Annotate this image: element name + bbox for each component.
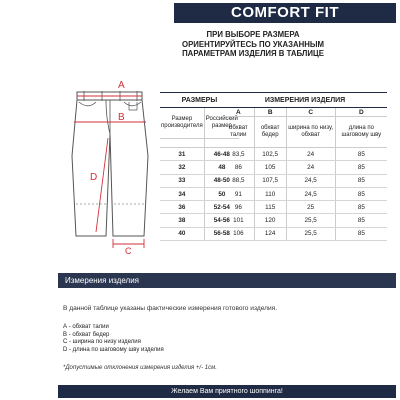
label-a: A [118, 80, 125, 91]
table-row: 106 124 25,5 85 [223, 227, 387, 240]
footer-banner [58, 385, 396, 398]
label-c: C [125, 246, 132, 254]
table-row: 32 48 [160, 161, 239, 174]
label-d: D [90, 172, 98, 183]
description-text: В данной таблице указаны фактические измерения готового изделия. [63, 305, 278, 312]
hips-header: обхват бедер [254, 117, 286, 148]
legend-item: В - обхват бедер [63, 331, 110, 338]
brand-header [174, 3, 396, 23]
intro-line-2: ОРИЕНТИРУЙТЕСЬ ПО УКАЗАННЫМ [182, 39, 324, 49]
inseam-header: длина по шаговому шву [335, 117, 387, 148]
manufacturer-size-header: Размер производителя [160, 108, 204, 139]
table-row: 33 48-50 [160, 174, 239, 187]
table-row: 96 115 25 85 [223, 201, 387, 214]
table-row: 88,5 107,5 24,5 85 [223, 174, 387, 187]
table-row: 40 56-58 [160, 227, 239, 240]
intro-text [122, 30, 384, 59]
legend-item: А - обхват талии [63, 324, 109, 330]
hem-width-header: ширина по низу, обхват [286, 117, 335, 148]
legend-item: С - ширина по низу изделия [63, 339, 141, 346]
table-row: 101 120 25,5 85 [223, 214, 387, 227]
brand-title: COMFORT FIT [231, 4, 339, 21]
intro-line-3: ПАРАМЕТРАМ ИЗДЕЛИЯ В ТАБЛИЦЕ [182, 49, 324, 58]
table-row: 34 50 [160, 187, 239, 200]
measurements-table-title: ИЗМЕРЕНИЯ ИЗДЕЛИЯ [223, 93, 387, 108]
section-title: Измерения изделия [65, 276, 139, 285]
table-row: 31 46-48 [160, 148, 239, 161]
table-row: 86 105 24 85 [223, 161, 387, 174]
label-b: B [118, 112, 125, 123]
table-row: 38 54-56 [160, 214, 239, 227]
measurement-legend [63, 324, 164, 354]
table-row: 83,5 102,5 24 85 [223, 148, 387, 161]
footer-text: Желаем Вам приятного шоппинга! [171, 388, 283, 395]
trousers-diagram [62, 76, 158, 254]
table-row: 36 52-54 [160, 201, 239, 214]
sizes-table-title: РАЗМЕРЫ [160, 93, 239, 108]
measurements-table: ИЗМЕРЕНИЯ ИЗДЕЛИЯ A B C D обхват талии обхват бедер ширина по низу, обхват длина по шаговому шву 83,5 102,5 24 85 86 105 24 85 88,5 107,5 24,5 85 91 110 24,5 85 96 115 25 85 101 120 25,5 85 106 124 25,5 85 [223, 92, 387, 241]
intro-line-1: ПРИ ВЫБОРЕ РАЗМЕРА [206, 30, 300, 39]
russian-size-header: Российский размер [204, 108, 239, 139]
legend-item: D - длина по шаговому шву изделия [63, 346, 164, 353]
table-row: 91 110 24,5 85 [223, 187, 387, 200]
waist-header: обхват талии [223, 117, 254, 148]
tolerance-note: *Допустимые отклонения измерения изделия +/- 1см. [63, 365, 217, 371]
